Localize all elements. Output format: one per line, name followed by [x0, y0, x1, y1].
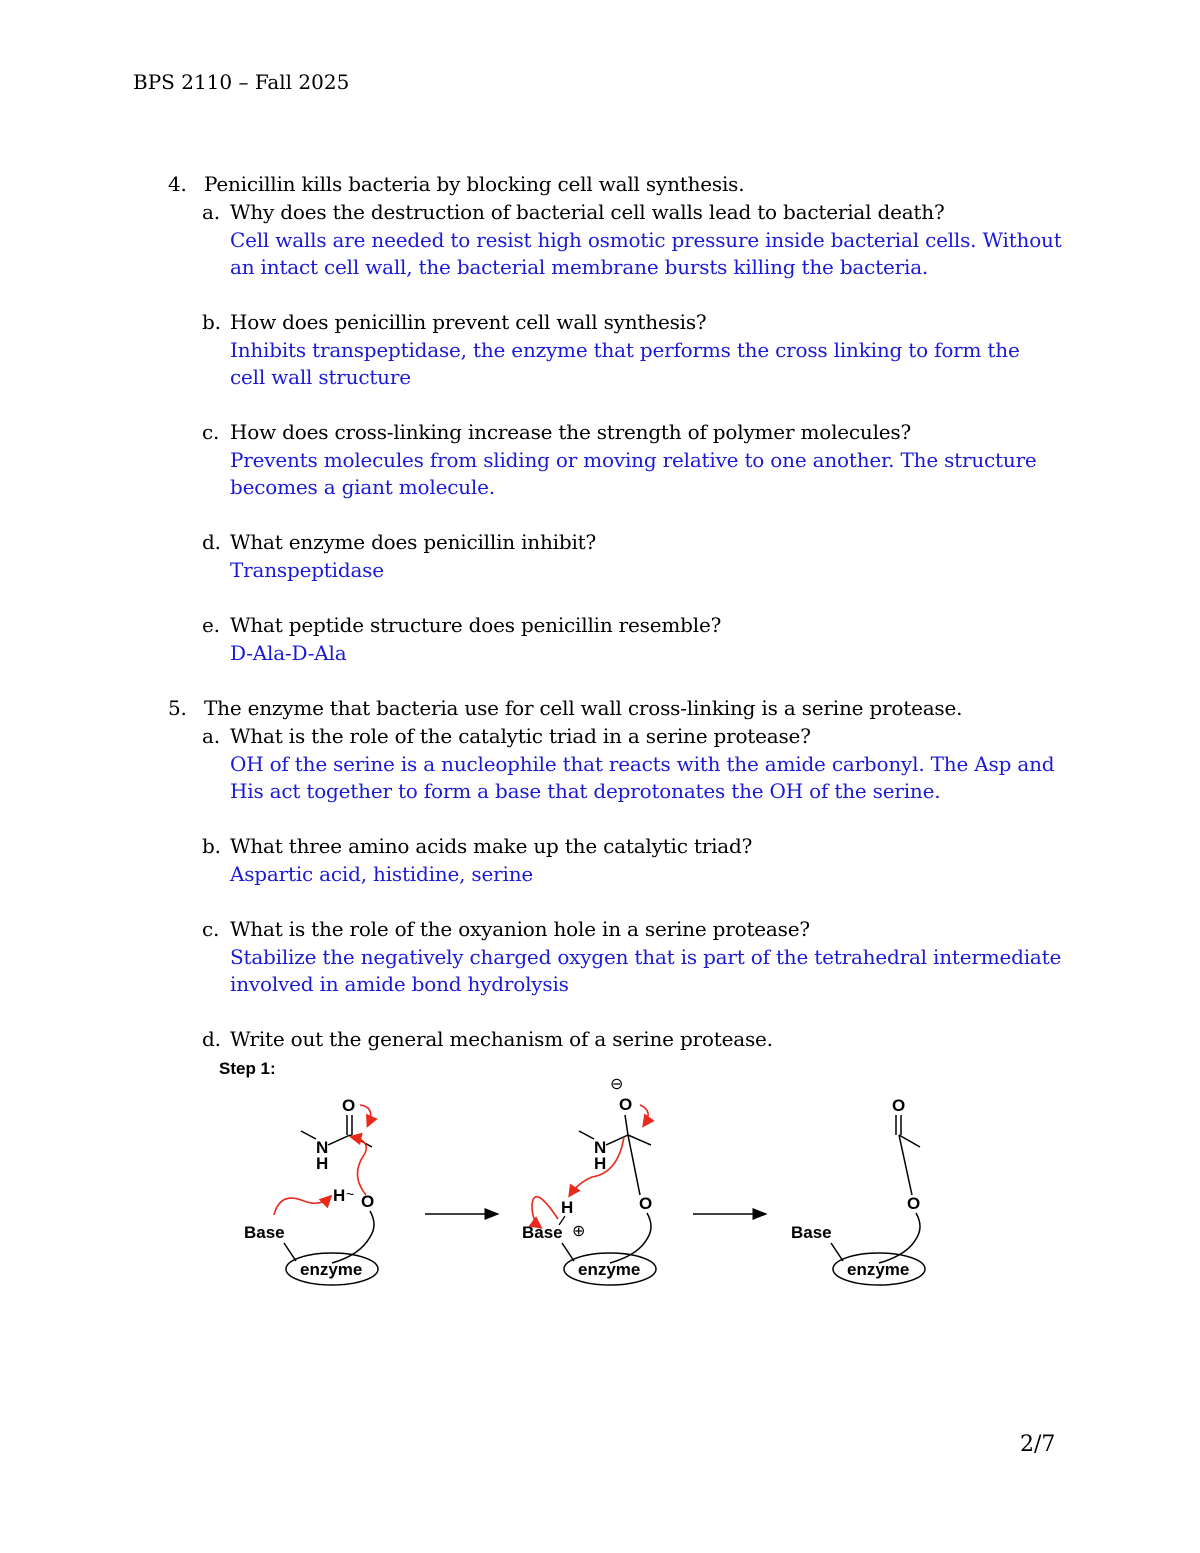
base-label: Base	[244, 1223, 285, 1242]
part-5b	[202, 834, 753, 858]
hydrogen-atom: H	[561, 1198, 574, 1217]
part-letter: d.	[202, 1027, 221, 1051]
oxygen-atom: O	[361, 1192, 375, 1211]
oxygen-atom: O	[892, 1096, 906, 1115]
course-header: BPS 2110 – Fall 2025	[133, 70, 350, 94]
part-5d	[202, 1027, 773, 1051]
question-prompt: Penicillin kills bacteria by blocking cell wall synthesis.	[204, 172, 745, 196]
enzyme-label: enzyme	[300, 1260, 363, 1279]
oxygen-atom: O	[619, 1095, 633, 1114]
question-4	[168, 172, 745, 196]
part-letter: b.	[202, 310, 221, 334]
part-question: What is the role of the catalytic triad in a serine protease?	[230, 724, 811, 748]
enzyme-label: enzyme	[847, 1260, 910, 1279]
part-question: Why does the destruction of bacterial cell walls lead to bacterial death?	[230, 200, 945, 224]
question-5	[168, 696, 963, 720]
part-letter: e.	[202, 613, 220, 637]
mechanism-panel-1	[244, 1096, 378, 1285]
part-question: What peptide structure does penicillin resemble?	[230, 613, 722, 637]
answer-line: Prevents molecules from sliding or moving relative to one another. The structure	[230, 448, 1037, 472]
mechanism-panel-2	[522, 1076, 656, 1285]
answer-line: involved in amide bond hydrolysis	[230, 972, 569, 996]
hydrogen-atom: H	[333, 1186, 346, 1205]
part-question: How does penicillin prevent cell wall synthesis?	[230, 310, 707, 334]
enzyme-chain	[610, 1213, 651, 1263]
part-letter: d.	[202, 530, 221, 554]
part-question: How does cross-linking increase the strength of polymer molecules?	[230, 420, 911, 444]
bond	[625, 1115, 628, 1135]
bond	[831, 1243, 843, 1261]
oxygen-atom: O	[342, 1096, 356, 1115]
part-question: What enzyme does penicillin inhibit?	[230, 530, 597, 554]
part-letter: c.	[202, 420, 220, 444]
base-label: Base	[791, 1223, 832, 1242]
answer-line: an intact cell wall, the bacterial membrane bursts killing the bacteria.	[230, 255, 929, 279]
answer-line: Transpeptidase	[230, 558, 384, 582]
part-letter: a.	[202, 200, 220, 224]
oxygen-atom: O	[907, 1194, 921, 1213]
bond	[628, 1135, 651, 1145]
enzyme-label: enzyme	[578, 1260, 641, 1279]
step-label: Step 1:	[219, 1059, 276, 1078]
mechanism-panel-3	[791, 1096, 925, 1285]
answer-line: His act together to form a base that deprotonates the OH of the serine.	[230, 779, 941, 803]
electron-arrow	[640, 1105, 648, 1125]
serine-protease-mechanism-diagram	[200, 1055, 960, 1295]
nitrogen-atom: N	[316, 1138, 329, 1157]
page-number: 2/7	[1020, 1432, 1056, 1457]
answer-line: cell wall structure	[230, 365, 411, 389]
part-4c	[202, 420, 911, 444]
bond	[606, 1135, 628, 1145]
hydrogen-atom: H	[594, 1154, 607, 1173]
part-letter: a.	[202, 724, 220, 748]
hydrogen-atom: H	[316, 1154, 329, 1173]
bond	[579, 1131, 594, 1139]
part-4a	[202, 200, 945, 224]
answer-line: Aspartic acid, histidine, serine	[230, 862, 534, 886]
bond	[328, 1135, 350, 1145]
answer-line: Cell walls are needed to resist high osmotic pressure inside bacterial cells. Without	[230, 228, 1062, 252]
bond	[301, 1131, 316, 1139]
electron-arrow	[274, 1197, 330, 1215]
bond	[899, 1135, 920, 1147]
enzyme-chain	[879, 1213, 920, 1263]
answer-line: becomes a giant molecule.	[230, 475, 495, 499]
hydrogen-bond-dots: ~	[346, 1186, 355, 1202]
bond	[628, 1135, 640, 1195]
bond	[284, 1243, 296, 1261]
part-letter: b.	[202, 834, 221, 858]
answer-line: OH of the serine is a nucleophile that reacts with the amide carbonyl. The Asp and	[230, 752, 1055, 776]
answer-line: Inhibits transpeptidase, the enzyme that performs the cross linking to form the	[230, 338, 1020, 362]
part-question: Write out the general mechanism of a serine protease.	[230, 1027, 773, 1051]
electron-arrow	[360, 1105, 371, 1125]
question-number: 5.	[168, 696, 187, 720]
part-question: What is the role of the oxyanion hole in a serine protease?	[230, 917, 810, 941]
question-prompt: The enzyme that bacteria use for cell wall cross-linking is a serine protease.	[204, 696, 963, 720]
part-5c	[202, 917, 810, 941]
answer-line: Stabilize the negatively charged oxygen that is part of the tetrahedral intermediate	[230, 945, 1062, 969]
part-4d	[202, 530, 597, 554]
part-5a	[202, 724, 811, 748]
part-question: What three amino acids make up the catalytic triad?	[230, 834, 753, 858]
bond	[562, 1243, 574, 1261]
minus-charge: ⊖	[610, 1076, 624, 1093]
nitrogen-atom: N	[594, 1138, 607, 1157]
oxygen-atom: O	[639, 1194, 653, 1213]
answer-line: D-Ala-D-Ala	[230, 641, 347, 665]
part-4e	[202, 613, 722, 637]
plus-charge: ⊕	[572, 1223, 586, 1240]
part-letter: c.	[202, 917, 220, 941]
bond	[899, 1135, 912, 1195]
question-number: 4.	[168, 172, 187, 196]
base-label: Base	[522, 1223, 563, 1242]
part-4b	[202, 310, 707, 334]
